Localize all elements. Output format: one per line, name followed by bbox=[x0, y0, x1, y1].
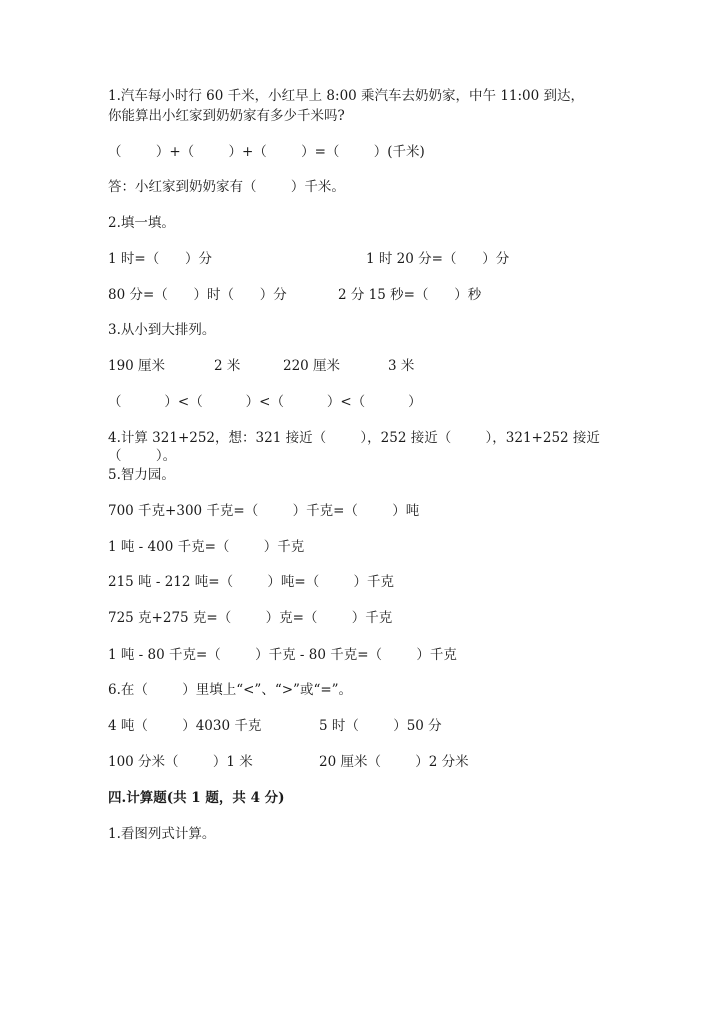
q5-line-2: 1 吨 - 400 千克=（ ）千克 bbox=[108, 539, 305, 555]
q3-item-4: 3 米 bbox=[388, 358, 415, 374]
q2-title: 2.填一填。 bbox=[108, 215, 175, 231]
q2-row2-left: 80 分=（ ）时（ ）分 bbox=[108, 287, 287, 303]
q5-line-4: 725 克+275 克=（ ）克=（ ）千克 bbox=[108, 610, 393, 626]
q5-title: 5.智力园。 bbox=[108, 467, 175, 483]
section4-q1: 1.看图列式计算。 bbox=[108, 826, 216, 842]
q2-row1-left: 1 时=（ ）分 bbox=[108, 251, 212, 267]
q1-text-line2: 你能算出小红家到奶奶家有多少千米吗? bbox=[108, 108, 345, 124]
q6-title: 6.在（ ）里填上“<”、“>”或“=”。 bbox=[108, 682, 353, 698]
q5-line-5: 1 吨 - 80 千克=（ ）千克 - 80 千克=（ ）千克 bbox=[108, 647, 457, 663]
q2-row1-right: 1 时 20 分=（ ）分 bbox=[366, 251, 510, 267]
q3-item-2: 2 米 bbox=[214, 358, 241, 374]
q3-title: 3.从小到大排列。 bbox=[108, 322, 216, 338]
q3-item-1: 190 厘米 bbox=[108, 358, 166, 374]
q3-order: （ ）<（ ）<（ ）<（ ） bbox=[108, 394, 422, 410]
q1-answer: 答：小红家到奶奶家有（ ）千米。 bbox=[108, 179, 345, 195]
q1-equation: （ ）+（ ）+（ ）=（ ）(千米) bbox=[108, 144, 425, 160]
q3-item-3: 220 厘米 bbox=[283, 358, 341, 374]
q4-line1: 4.计算 321+252，想：321 接近（ ），252 接近（ ），321+252 接近 bbox=[108, 430, 600, 446]
q1-text-line1: 1.汽车每小时行 60 千米，小红早上 8:00 乘汽车去奶奶家，中午 11:00 到达， bbox=[108, 88, 585, 104]
q6-row1-left: 4 吨（ ）4030 千克 bbox=[108, 718, 262, 734]
section4-title: 四.计算题(共 1 题，共 4 分) bbox=[108, 790, 285, 806]
q6-row2-left: 100 分米（ ）1 米 bbox=[108, 754, 253, 770]
q2-row2-right: 2 分 15 秒=（ ）秒 bbox=[338, 287, 482, 303]
q5-line-3: 215 吨 - 212 吨=（ ）吨=（ ）千克 bbox=[108, 574, 395, 590]
q4-line2: （ ）。 bbox=[108, 448, 177, 464]
q6-row2-right: 20 厘米（ ）2 分米 bbox=[319, 754, 469, 770]
q6-row1-right: 5 时（ ）50 分 bbox=[319, 718, 442, 734]
q5-line-1: 700 千克+300 千克=（ ）千克=（ ）吨 bbox=[108, 503, 420, 519]
